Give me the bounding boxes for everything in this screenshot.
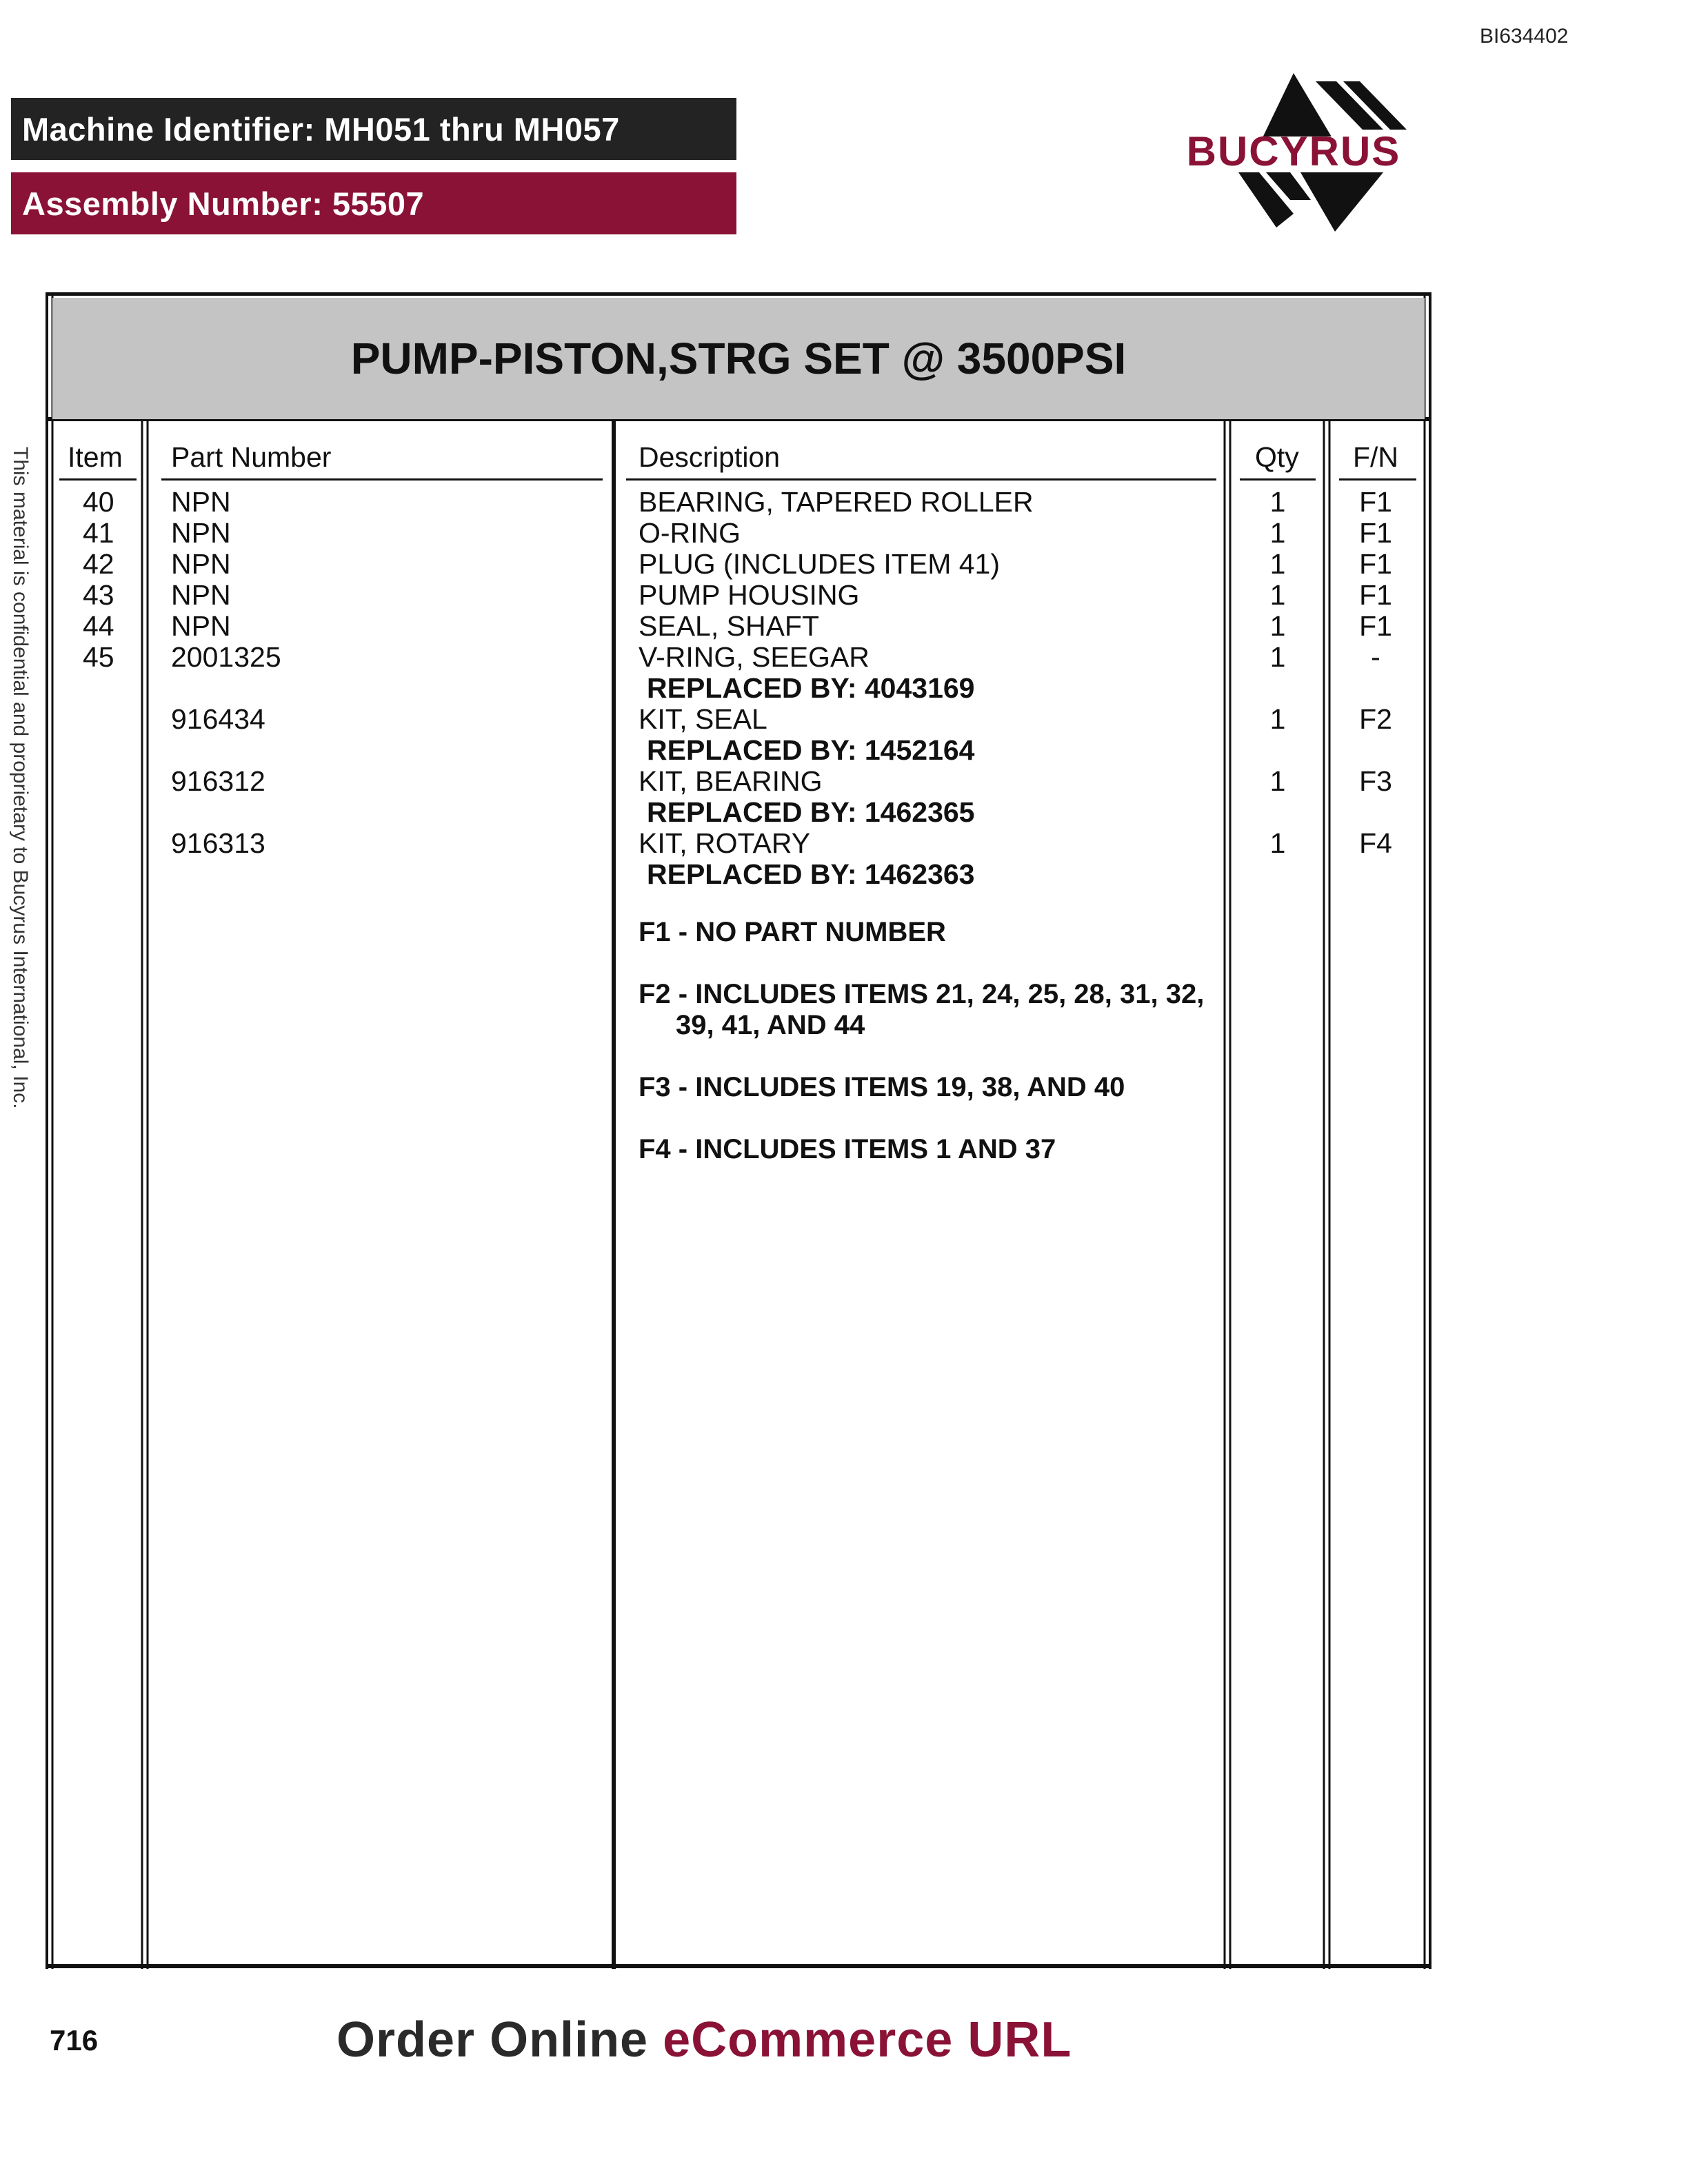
ecommerce-url-text: eCommerce URL	[663, 2012, 1072, 2067]
column-header-item: Item	[68, 441, 123, 473]
document-id: BI634402	[1480, 25, 1569, 48]
kit-rotary-desc: KIT, ROTARY	[639, 827, 811, 859]
row-45-fn: -	[1371, 641, 1380, 673]
confidentiality-note: This material is confidential and proprietary to Bucyrus International, Inc.	[9, 447, 32, 1109]
order-online-text: Order Online	[336, 2012, 649, 2067]
row-42-part: NPN	[171, 548, 231, 580]
row-42-desc: PLUG (INCLUDES ITEM 41)	[639, 548, 1000, 580]
column-header-part-number: Part Number	[171, 441, 332, 473]
row-41-item: 41	[83, 517, 114, 549]
assembly-number-banner	[11, 172, 736, 234]
row-43-qty: 1	[1269, 579, 1286, 611]
row-41-desc: O-RING	[639, 517, 741, 549]
assembly-number-text: Assembly Number: 55507	[22, 185, 425, 222]
kit-bearing-qty: 1	[1269, 765, 1286, 797]
row-45-item: 45	[83, 641, 114, 673]
column-header-qty: Qty	[1255, 441, 1299, 473]
kit-rotary-replaced-by: REPLACED BY: 1462363	[647, 858, 975, 890]
row-42-qty: 1	[1269, 548, 1286, 580]
column-header-description: Description	[639, 441, 781, 473]
header-rule-qty	[1240, 478, 1316, 481]
row-43-desc: PUMP HOUSING	[639, 579, 860, 611]
kit-rotary-qty: 1	[1269, 827, 1286, 859]
header-rule-fn	[1339, 478, 1416, 481]
order-online-link[interactable]	[336, 2012, 1072, 2068]
row-40-fn: F1	[1359, 486, 1392, 518]
machine-identifier-banner	[11, 98, 736, 160]
row-41-qty: 1	[1269, 517, 1286, 549]
kit-bearing-replaced-by: REPLACED BY: 1462365	[647, 796, 975, 828]
row-43-part: NPN	[171, 579, 231, 611]
row-41-part: NPN	[171, 517, 231, 549]
row-45-replaced-by: REPLACED BY: 4043169	[647, 672, 975, 704]
footnote-f4-text: F4 - INCLUDES ITEMS 1 AND 37	[639, 1134, 1056, 1164]
row-44-fn: F1	[1359, 610, 1392, 642]
bucyrus-logo	[1156, 69, 1431, 241]
row-45-desc: V-RING, SEEGAR	[639, 641, 870, 673]
kit-seal-replaced-by: REPLACED BY: 1452164	[647, 734, 975, 766]
row-45-part: 2001325	[171, 641, 281, 673]
row-40-qty: 1	[1269, 486, 1286, 518]
footnote-f3-text: F3 - INCLUDES ITEMS 19, 38, AND 40	[639, 1072, 1125, 1102]
footnote-f1-text: F1 - NO PART NUMBER	[639, 917, 946, 947]
row-44-desc: SEAL, SHAFT	[639, 610, 820, 642]
footnote-f3	[639, 1072, 1125, 1103]
header-rule-description	[626, 478, 1216, 481]
header-rule-part	[161, 478, 603, 481]
row-43-item: 43	[83, 579, 114, 611]
row-40-part: NPN	[171, 486, 231, 518]
row-40-item: 40	[83, 486, 114, 518]
row-42-fn: F1	[1359, 548, 1392, 580]
column-header-fn: F/N	[1353, 441, 1399, 473]
footnote-f1	[639, 917, 946, 948]
row-41-fn: F1	[1359, 517, 1392, 549]
assembly-title	[52, 298, 1425, 419]
footnote-f2-line1: F2 - INCLUDES ITEMS 21, 24, 25, 28, 31, 32,	[639, 979, 1205, 1009]
footnote-f4	[639, 1134, 1056, 1165]
row-43-fn: F1	[1359, 579, 1392, 611]
footnote-f2-line2: 39, 41, AND 44	[676, 1010, 865, 1040]
kit-rotary-part: 916313	[171, 827, 265, 859]
kit-seal-part: 916434	[171, 703, 265, 735]
header-rule-item	[59, 478, 137, 481]
kit-bearing-desc: KIT, BEARING	[639, 765, 823, 797]
kit-bearing-part: 916312	[171, 765, 265, 797]
logo-text: BUCYRUS	[1186, 128, 1401, 174]
kit-seal-desc: KIT, SEAL	[639, 703, 767, 735]
row-44-part: NPN	[171, 610, 231, 642]
page-number: 716	[50, 2024, 99, 2056]
machine-identifier-text: Machine Identifier: MH051 thru MH057	[22, 110, 620, 148]
row-40-desc: BEARING, TAPERED ROLLER	[639, 486, 1034, 518]
kit-rotary-fn: F4	[1359, 827, 1392, 859]
row-44-qty: 1	[1269, 610, 1286, 642]
footnote-f2	[639, 979, 1204, 1041]
row-45-qty: 1	[1269, 641, 1286, 673]
row-42-item: 42	[83, 548, 114, 580]
kit-seal-fn: F2	[1359, 703, 1392, 735]
kit-seal-qty: 1	[1269, 703, 1286, 735]
assembly-title-text: PUMP-PISTON,STRG SET @ 3500PSI	[350, 334, 1127, 383]
kit-bearing-fn: F3	[1359, 765, 1392, 797]
row-44-item: 44	[83, 610, 114, 642]
